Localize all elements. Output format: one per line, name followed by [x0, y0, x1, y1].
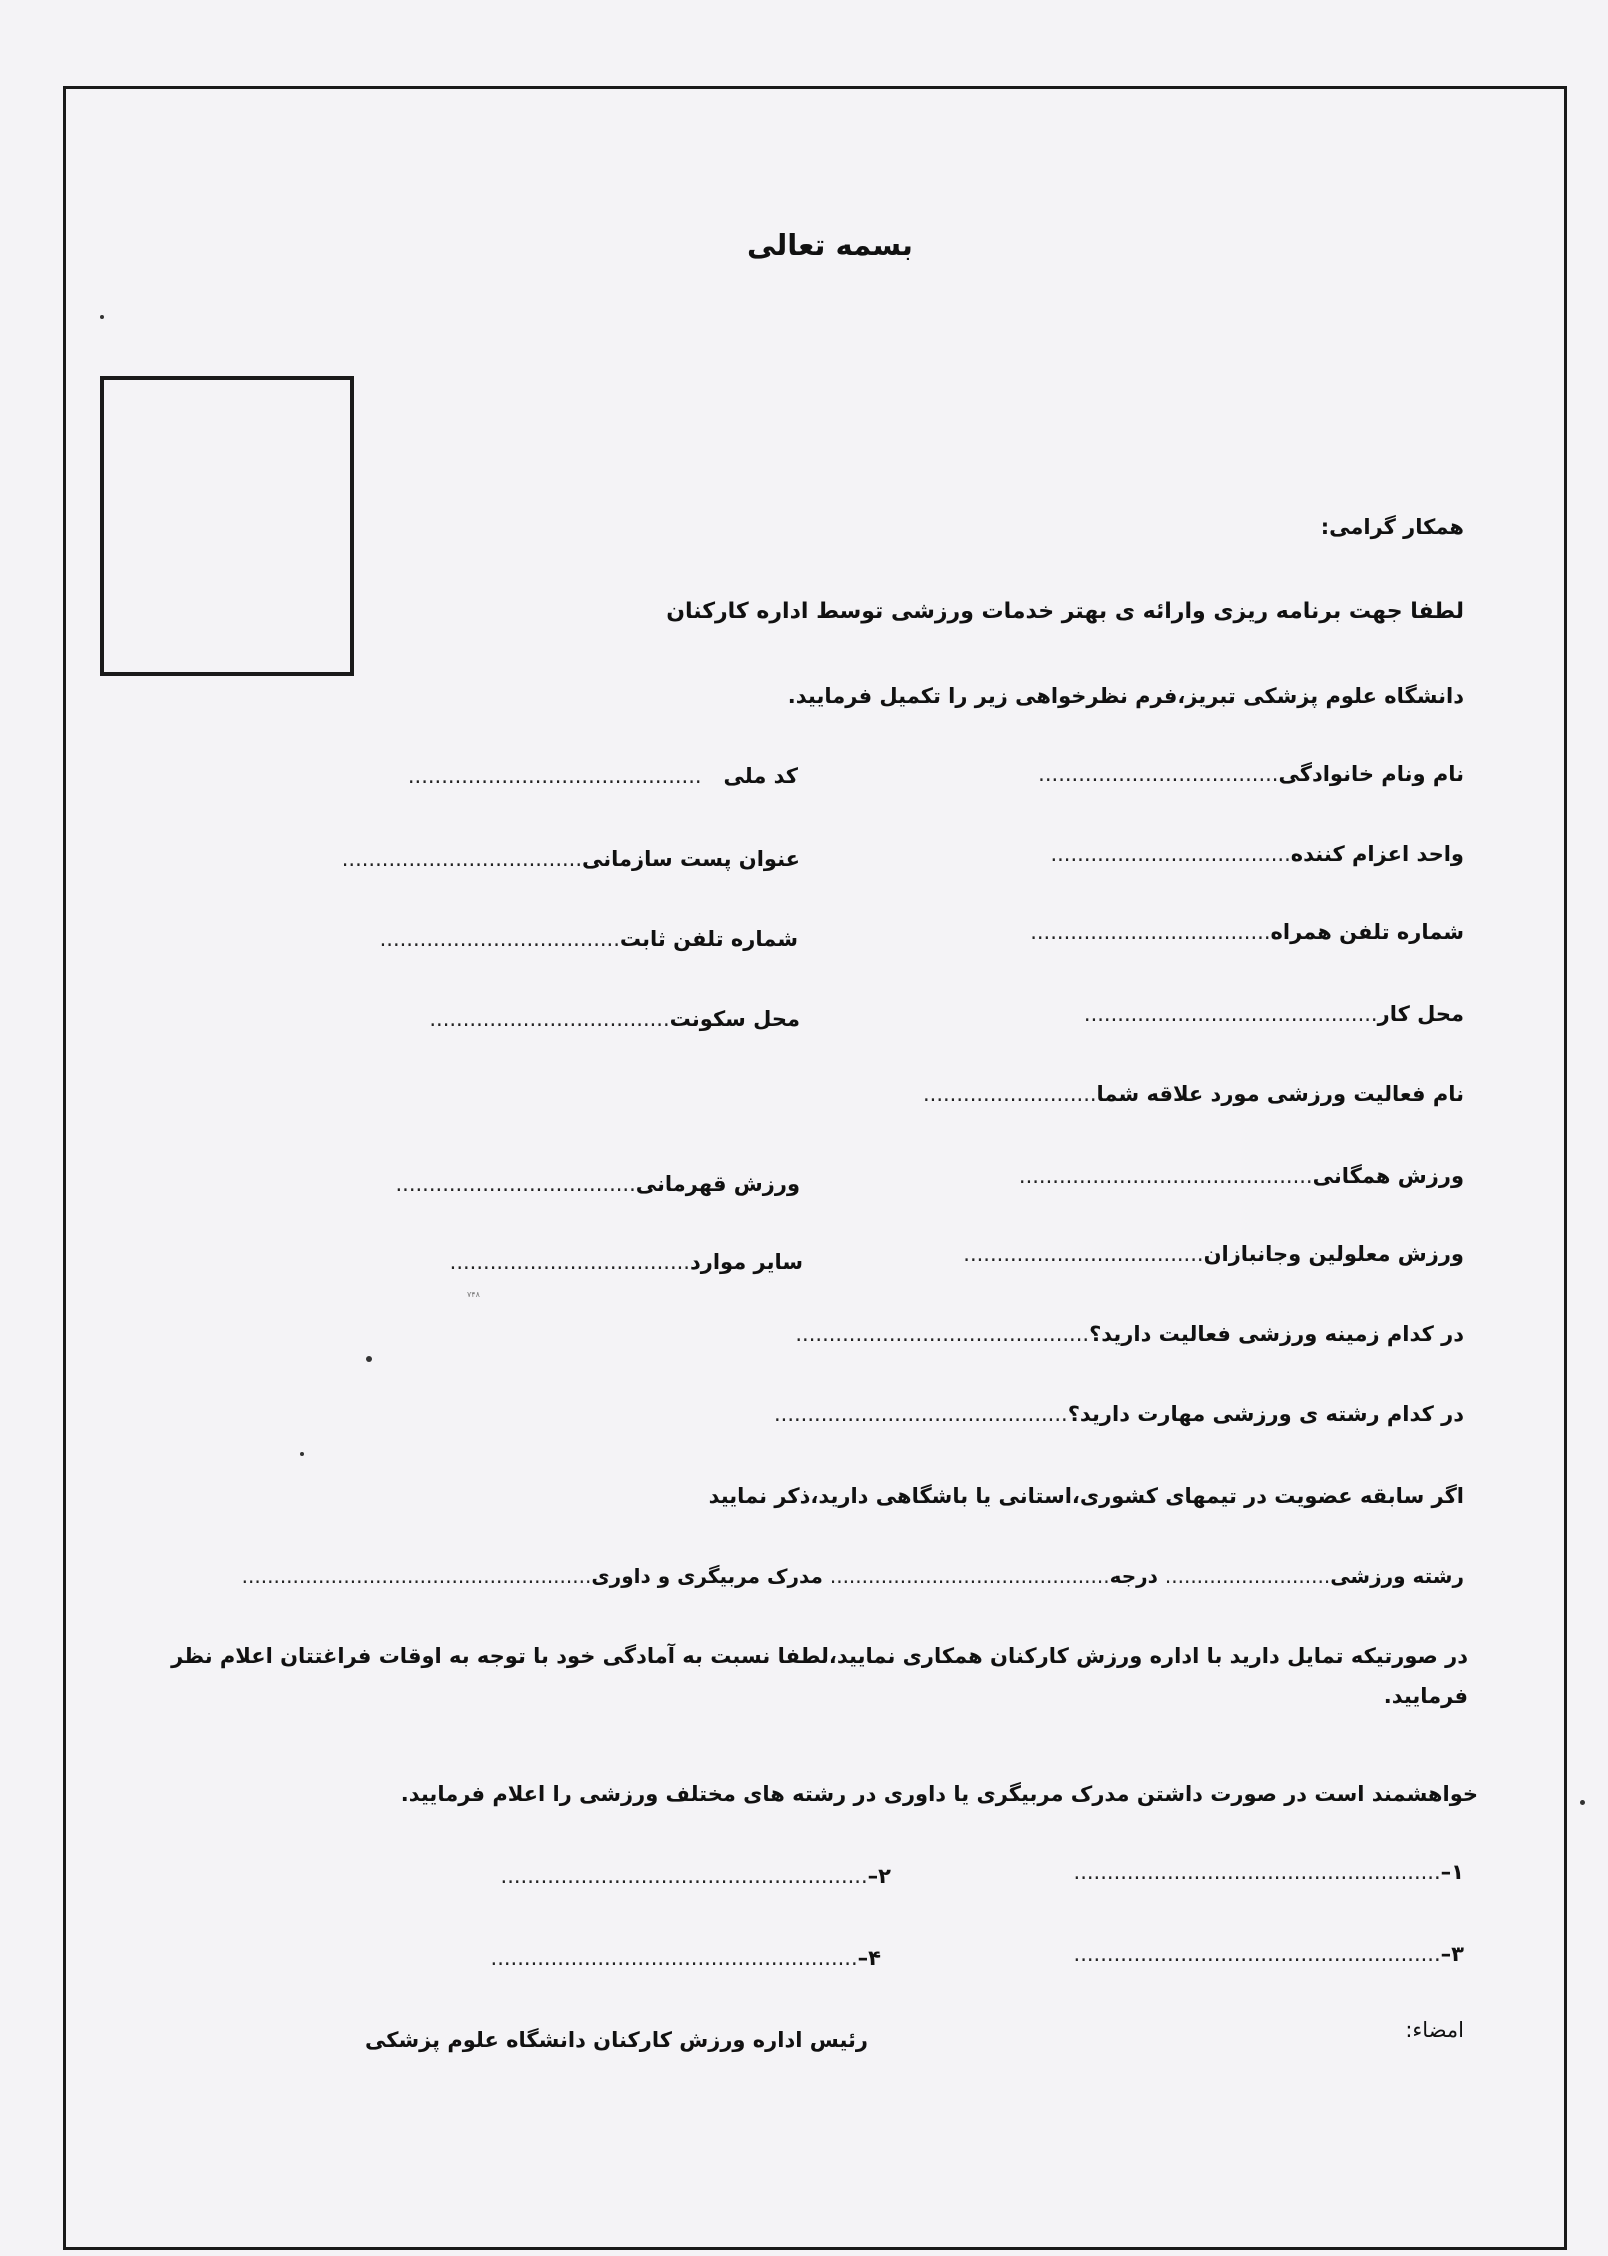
field-favorite-sport[interactable]: نام فعالیت ورزشی مورد علاقه شما.......................... [922, 1082, 1464, 1106]
field-other[interactable]: سایر موارد.................................... [449, 1250, 803, 1274]
greeting: همکار گرامی: [1320, 515, 1464, 539]
scan-speck [300, 1452, 304, 1456]
scan-speck [100, 315, 104, 319]
field-skill-area[interactable]: در کدام رشته ی ورزشی مهارت دارید؟............................................ [773, 1402, 1464, 1426]
intro-line-2: دانشگاه علوم پزشکی تبریز،فرم نظرخواهی زیر را تکمیل فرمایید. [787, 684, 1464, 708]
photo-placeholder [100, 376, 354, 676]
field-residence[interactable]: محل سکونت.................................... [429, 1007, 800, 1031]
field-dispatch-unit[interactable]: واحد اعزام کننده.................................... [1050, 842, 1464, 866]
certificate-line-1[interactable]: ۱–....................................................... [1073, 1860, 1464, 1884]
scan-mark-text: ۷۴۸ [467, 1290, 480, 1299]
field-workplace[interactable]: محل کار............................................ [1083, 1002, 1464, 1026]
scan-speck [1580, 1800, 1585, 1805]
field-disabled-sport[interactable]: ورزش معلولین وجانبازان.................................... [963, 1242, 1464, 1266]
field-public-sport[interactable]: ورزش همگانی............................................ [1018, 1164, 1464, 1188]
field-full-name[interactable]: نام ونام خانوادگی.................................... [1038, 762, 1464, 786]
field-mobile[interactable]: شماره تلفن همراه.................................... [1030, 920, 1464, 944]
cooperation-note: در صورتیکه تمایل دارید با اداره ورزش کارکنان همکاری نمایید،لطفا نسبت به آمادگی خود با توجه به اوقات فراغتتان اعلام نظر فرمایید. [171, 1644, 1468, 1708]
field-job-title[interactable]: عنوان پست سازمانی.................................... [341, 847, 800, 871]
intro-line-1: لطفا جهت برنامه ریزی وارائه ی بهتر خدمات ورزشی توسط اداره کارکنان [666, 599, 1464, 624]
scan-speck [366, 1356, 372, 1362]
signer-title: رئیس اداره ورزش کارکنان دانشگاه علوم پزشکی [364, 2028, 868, 2052]
field-landline[interactable]: شماره تلفن ثابت.................................... [379, 927, 798, 951]
form-title: بسمه تعالی [747, 228, 913, 262]
field-national-code[interactable]: کد ملی ............................................ [407, 764, 798, 788]
signature-label: امضاء: [1405, 2018, 1464, 2042]
certificate-line-4[interactable]: ۴–....................................................... [490, 1946, 881, 1970]
field-activity-area[interactable]: در کدام زمینه ورزشی فعالیت دارید؟............................................ [795, 1322, 1464, 1346]
certificate-request: خواهشمند است در صورت داشتن مدرک مربیگری یا داوری در رشته های مختلف ورزشی را اعلام فرمایید. [400, 1782, 1478, 1806]
field-discipline-row[interactable]: رشته ورزشی.......................... درجه............................................ مدرک مربیگری و داوری....................................................... [241, 1564, 1464, 1588]
certificate-line-2[interactable]: ۲–....................................................... [500, 1864, 891, 1888]
certificate-line-3[interactable]: ۳–....................................................... [1073, 1942, 1464, 1966]
membership-note: اگر سابقه عضویت در تیمهای کشوری،استانی یا باشگاهی دارید،ذکر نمایید [708, 1484, 1464, 1508]
field-championship-sport[interactable]: ورزش قهرمانی.................................... [395, 1172, 800, 1196]
